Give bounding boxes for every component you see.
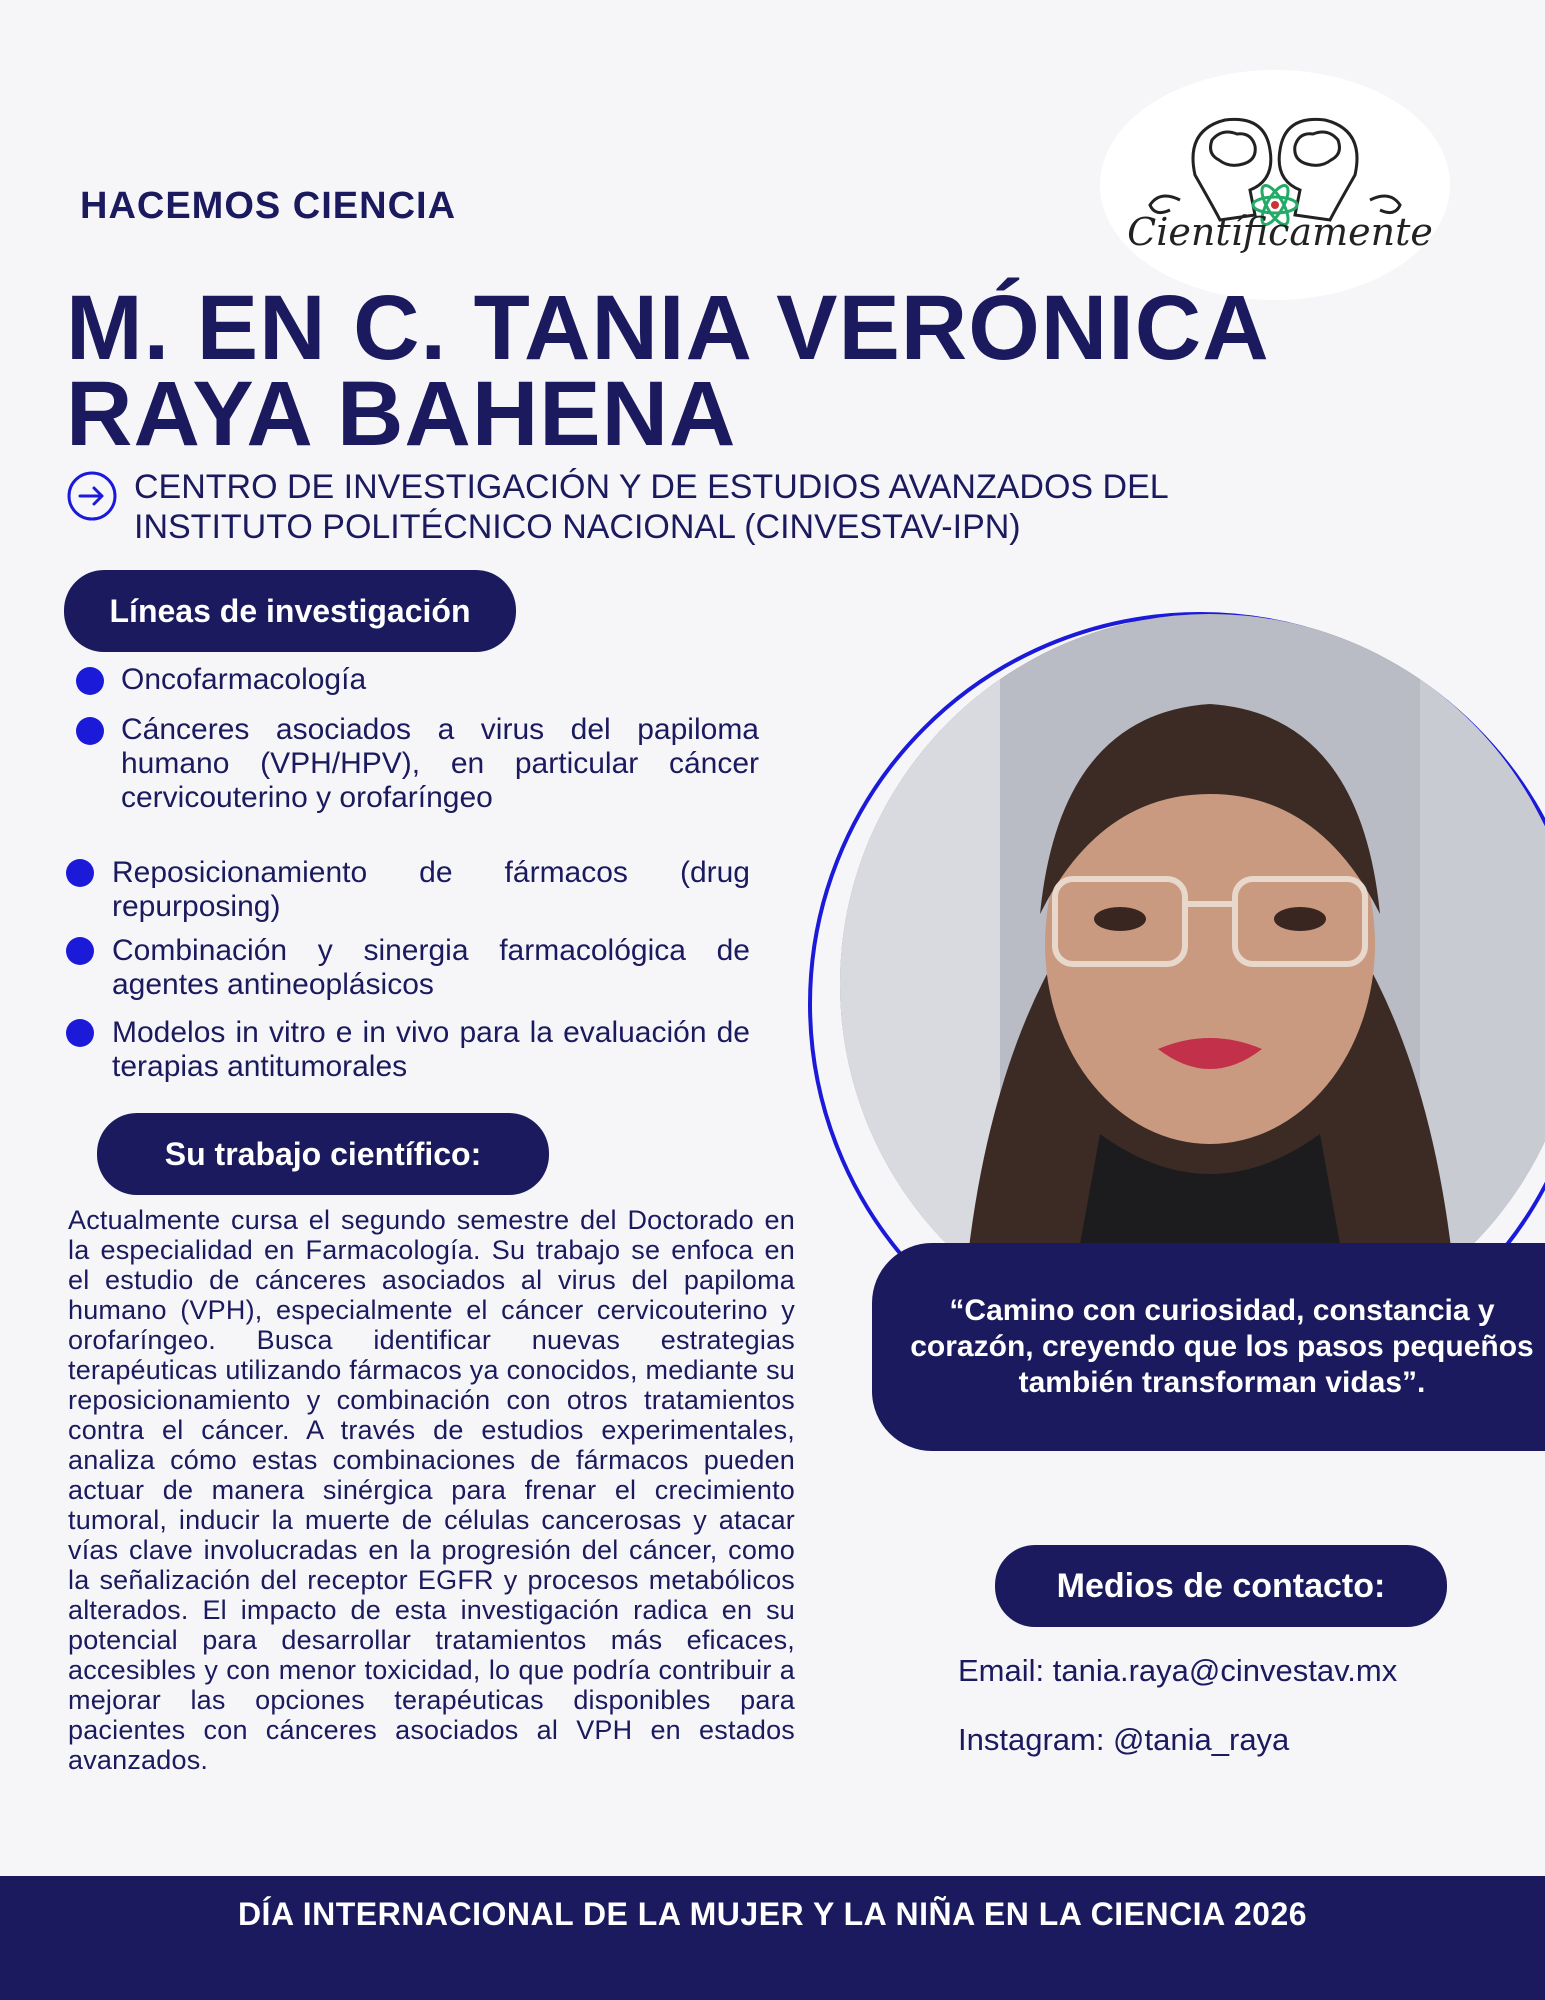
arrow-circle-icon (66, 470, 118, 522)
institution-line-2: INSTITUTO POLITÉCNICO NACIONAL (CINVESTAV-IPN) (134, 508, 1021, 546)
contact-instagram[interactable]: Instagram: @tania_raya (958, 1722, 1290, 1757)
two-heads-brain-atom-icon (1100, 70, 1450, 300)
bullet-dot (66, 937, 94, 965)
logo (1100, 70, 1450, 300)
footer-text: DÍA INTERNACIONAL DE LA MUJER Y LA NIÑA EN LA CIENCIA 2026 (237, 1896, 1308, 1932)
work-description: Actualmente cursa el segundo semestre del Doctorado en la especialidad en Farmacología. Su trabajo se enfoca en el estudio de cánceres asociados al virus del papiloma humano (VPH), especialmente el cáncer cervicouterino y orofaríngeo. Busca identificar nuevas estrategias terapéuticas utilizando fármacos ya conocidos, mediante su reposicionamiento y combinación con otros tratamientos contra el cáncer. A través de estudios experimentales, analiza cómo estas combinaciones de fármacos pueden actuar de manera sinérgica para frenar el crecimiento tumoral, inducir la muerte de células cancerosas y atacar vías clave involucradas en la progresión del cáncer, como la señalización del receptor EGFR y procesos metabólicos alterados. El impacto de esta investigación radica en su potencial para desarrollar tratamientos más eficaces, accesibles y con menor toxicidad, lo que podría contribuir a mejorar las opciones terapéuticas disponibles para pacientes con cánceres asociados al VPH en estados avanzados. (68, 1205, 795, 1775)
institution-line-1: CENTRO DE INVESTIGACIÓN Y DE ESTUDIOS AVANZADOS DEL (134, 468, 1169, 506)
institution (134, 467, 1394, 547)
bullet-dot (66, 1019, 94, 1047)
bullet-dot (76, 667, 104, 695)
contact-heading: Medios de contacto: (995, 1545, 1447, 1627)
bullet-dot (66, 859, 94, 887)
work-heading: Su trabajo científico: (97, 1113, 549, 1195)
quote-box (872, 1243, 1545, 1451)
name-line-2: RAYA BAHENA (66, 363, 737, 465)
research-item: Oncofarmacología (121, 663, 367, 696)
quote-text: “Camino con curiosidad, constancia y corazón, creyendo que los pasos pequeños también transforman vidas”. (910, 1294, 1534, 1399)
researcher-name (66, 277, 1366, 465)
research-item: Modelos in vitro e in vivo para la evaluación de terapias antitumorales (112, 1016, 750, 1083)
contact-email[interactable]: Email: tania.raya@cinvestav.mx (958, 1653, 1398, 1688)
footer-bar (0, 1876, 1545, 2000)
research-item: Combinación y sinergia farmacológica de agentes antineoplásicos (112, 934, 750, 1001)
research-item: Reposicionamiento de fármacos (drug repurposing) (112, 856, 750, 923)
logo-text: Científicamente (1127, 210, 1433, 254)
research-heading: Líneas de investigación (64, 570, 516, 652)
research-item: Cánceres asociados a virus del papiloma humano (VPH/HPV), en particular cáncer cervicouterino y orofaríngeo (121, 713, 759, 814)
kicker: HACEMOS CIENCIA (80, 185, 457, 227)
bullet-dot (76, 717, 104, 745)
name-line-1: M. EN C. TANIA VERÓNICA (66, 277, 1270, 379)
